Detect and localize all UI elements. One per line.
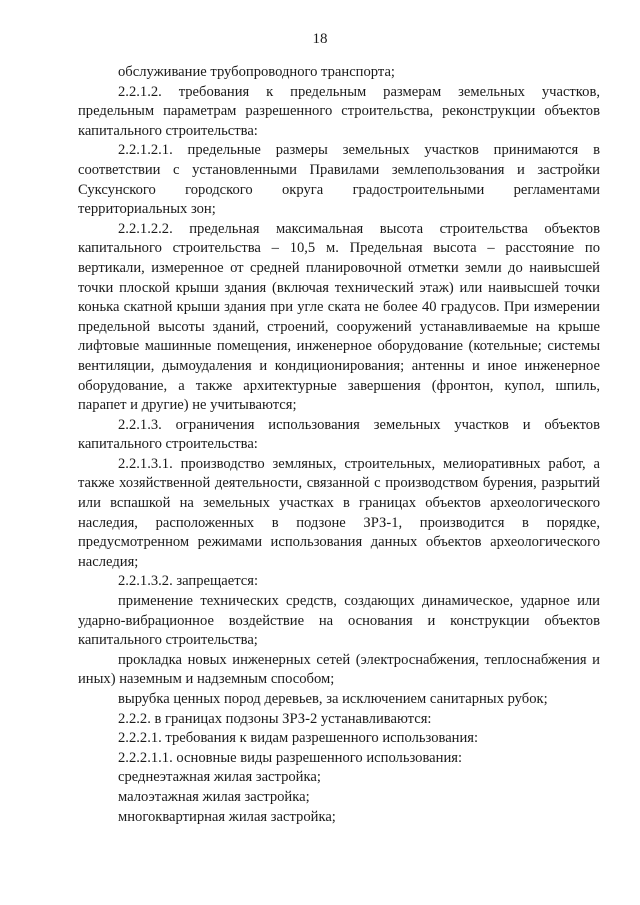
page-number: 18 bbox=[312, 31, 328, 47]
paragraph: применение технических средств, создающих динамическое, ударное или ударно-вибрационное воздействие на основания и конструкции объектов капитального строительства; bbox=[78, 593, 600, 649]
paragraph: малоэтажная жилая застройка; bbox=[118, 788, 310, 805]
paragraph: 2.2.1.3. ограничения использования земельных участков и объектов капитального строительства: bbox=[78, 416, 600, 453]
paragraph: среднеэтажная жилая застройка; bbox=[118, 769, 321, 786]
paragraph: обслуживание трубопроводного транспорта; bbox=[118, 64, 395, 80]
paragraph: вырубка ценных пород деревьев, за исключением санитарных рубок; bbox=[118, 691, 548, 707]
paragraph: 2.2.1.3.1. производство земляных, строительных, мелиоративных работ, а также хозяйственной деятельности, связанной с производством бурения, разрытий или вспашкой на земельных участках в границах объектов археологического наследия, расположенных в подзоне ЗРЗ-1, производится в порядке, предусмотренном режимами использования данных объектов археологического наследия; bbox=[78, 455, 600, 570]
paragraph: 2.2.1.2. требования к предельным размерам земельных участков, предельным параметрам разрешенного строительства, реконструкции объектов капитального строительства: bbox=[78, 83, 600, 139]
paragraph: 2.2.1.2.2. предельная максимальная высота строительства объектов капитального строительства – 10,5 м. Предельная высота – расстояние по вертикали, измеренное от средней планировочной отметки земли до наивысшей точки плоской крыши здания (включая технический этаж) или наивысшей точки конька скатной крыши здания при угле ската не более 40 градусов. При измерении предельной высоты зданий, строений, сооружений устанавливаемые на крыше лифтовые машинные помещения, инженерное оборудование (котельные; системы вентиляции, дымоудаления и кондиционирования; антенны и иное инженерное оборудование, а также архитектурные завершения (фронтон, купол, шпиль, парапет и другие) не учитываются; bbox=[78, 220, 600, 414]
paragraph: 2.2.1.3.2. запрещается: bbox=[118, 573, 259, 590]
paragraph: многоквартирная жилая застройка; bbox=[118, 808, 336, 825]
paragraph: 2.2.2.1. требования к видам разрешенного использования: bbox=[118, 730, 479, 747]
paragraph: прокладка новых инженерных сетей (электроснабжения, теплоснабжения и иных) наземным и надземным способом; bbox=[78, 651, 600, 688]
paragraph: 2.2.2. в границах подзоны ЗРЗ-2 устанавливаются: bbox=[118, 710, 432, 727]
paragraph: 2.2.1.2.1. предельные размеры земельных участков принимаются в соответствии с установленными Правилами землепользования и застройки Суксунского городского округа градостроительными регламентами территориальных зон; bbox=[78, 142, 600, 218]
document-body bbox=[78, 63, 600, 827]
paragraph: 2.2.2.1.1. основные виды разрешенного использования: bbox=[118, 749, 463, 766]
